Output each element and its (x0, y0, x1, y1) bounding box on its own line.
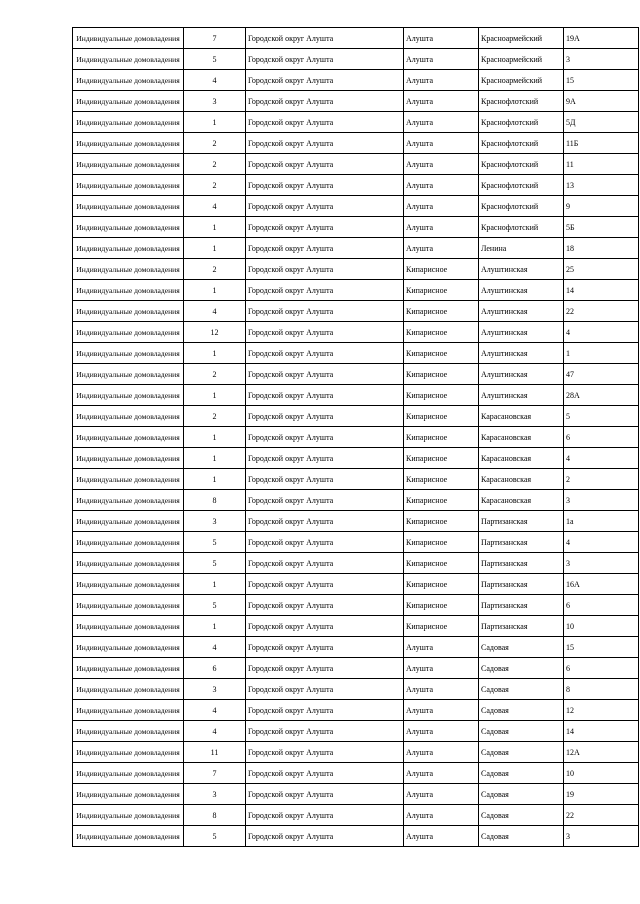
street-cell: Алуштинская (479, 301, 564, 322)
housing-type-cell: Индивидуальные домовладения (73, 490, 184, 511)
table-row (73, 805, 639, 826)
housing-type-cell: Индивидуальные домовладения (73, 742, 184, 763)
house-number-cell: 14 (564, 721, 639, 742)
count-cell: 1 (184, 448, 246, 469)
street-cell: Карасановская (479, 448, 564, 469)
house-number-cell: 4 (564, 322, 639, 343)
locality-cell: Алушта (404, 28, 479, 49)
district-cell: Городской округ Алушта (246, 784, 404, 805)
count-cell: 2 (184, 406, 246, 427)
count-cell: 2 (184, 175, 246, 196)
locality-cell: Алушта (404, 700, 479, 721)
housing-type-cell: Индивидуальные домовладения (73, 637, 184, 658)
house-number-cell: 14 (564, 280, 639, 301)
house-number-cell: 3 (564, 553, 639, 574)
street-cell: Алуштинская (479, 259, 564, 280)
count-cell: 4 (184, 721, 246, 742)
count-cell: 8 (184, 490, 246, 511)
housing-type-cell: Индивидуальные домовладения (73, 616, 184, 637)
district-cell: Городской округ Алушта (246, 196, 404, 217)
house-number-cell: 18 (564, 238, 639, 259)
house-number-cell: 12 (564, 700, 639, 721)
district-cell: Городской округ Алушта (246, 511, 404, 532)
house-number-cell: 4 (564, 532, 639, 553)
district-cell: Городской округ Алушта (246, 469, 404, 490)
housing-type-cell: Индивидуальные домовладения (73, 154, 184, 175)
housing-type-cell: Индивидуальные домовладения (73, 427, 184, 448)
count-cell: 7 (184, 763, 246, 784)
house-number-cell: 5Д (564, 112, 639, 133)
district-cell: Городской округ Алушта (246, 217, 404, 238)
housing-type-cell: Индивидуальные домовладения (73, 259, 184, 280)
table-row (73, 553, 639, 574)
housing-type-cell: Индивидуальные домовладения (73, 700, 184, 721)
count-cell: 1 (184, 427, 246, 448)
street-cell: Садовая (479, 742, 564, 763)
street-cell: Ленина (479, 238, 564, 259)
table-row (73, 469, 639, 490)
street-cell: Садовая (479, 679, 564, 700)
district-cell: Городской округ Алушта (246, 742, 404, 763)
street-cell: Красноармейский (479, 28, 564, 49)
count-cell: 5 (184, 553, 246, 574)
housing-type-cell: Индивидуальные домовладения (73, 238, 184, 259)
house-number-cell: 16А (564, 574, 639, 595)
table-row (73, 826, 639, 847)
street-cell: Садовая (479, 763, 564, 784)
locality-cell: Кипарисное (404, 385, 479, 406)
count-cell: 1 (184, 343, 246, 364)
table-row (73, 238, 639, 259)
district-cell: Городской округ Алушта (246, 322, 404, 343)
table-row (73, 721, 639, 742)
count-cell: 5 (184, 826, 246, 847)
district-cell: Городской округ Алушта (246, 826, 404, 847)
locality-cell: Алушта (404, 763, 479, 784)
housing-type-cell: Индивидуальные домовладения (73, 448, 184, 469)
locality-cell: Кипарисное (404, 259, 479, 280)
locality-cell: Кипарисное (404, 490, 479, 511)
house-number-cell: 11Б (564, 133, 639, 154)
house-number-cell: 22 (564, 805, 639, 826)
street-cell: Садовая (479, 805, 564, 826)
locality-cell: Кипарисное (404, 532, 479, 553)
table-row (73, 784, 639, 805)
housing-type-cell: Индивидуальные домовладения (73, 49, 184, 70)
locality-cell: Кипарисное (404, 469, 479, 490)
table-body (73, 28, 639, 847)
housing-type-cell: Индивидуальные домовладения (73, 406, 184, 427)
locality-cell: Кипарисное (404, 280, 479, 301)
table-row (73, 322, 639, 343)
district-cell: Городской округ Алушта (246, 574, 404, 595)
housing-type-cell: Индивидуальные домовладения (73, 469, 184, 490)
table-row (73, 196, 639, 217)
locality-cell: Алушта (404, 49, 479, 70)
table-row (73, 343, 639, 364)
district-cell: Городской округ Алушта (246, 427, 404, 448)
district-cell: Городской округ Алушта (246, 448, 404, 469)
street-cell: Краснофлотский (479, 91, 564, 112)
locality-cell: Алушта (404, 805, 479, 826)
table-row (73, 658, 639, 679)
count-cell: 4 (184, 301, 246, 322)
table-row (73, 28, 639, 49)
count-cell: 1 (184, 112, 246, 133)
housing-type-cell: Индивидуальные домовладения (73, 574, 184, 595)
street-cell: Садовая (479, 658, 564, 679)
locality-cell: Кипарисное (404, 511, 479, 532)
locality-cell: Алушта (404, 133, 479, 154)
house-number-cell: 9 (564, 196, 639, 217)
street-cell: Партизанская (479, 553, 564, 574)
count-cell: 7 (184, 28, 246, 49)
street-cell: Краснофлотский (479, 175, 564, 196)
district-cell: Городской округ Алушта (246, 658, 404, 679)
housing-type-cell: Индивидуальные домовладения (73, 805, 184, 826)
housing-type-cell: Индивидуальные домовладения (73, 133, 184, 154)
street-cell: Садовая (479, 721, 564, 742)
house-number-cell: 25 (564, 259, 639, 280)
count-cell: 1 (184, 469, 246, 490)
housing-type-cell: Индивидуальные домовладения (73, 175, 184, 196)
table-row (73, 91, 639, 112)
housing-type-cell: Индивидуальные домовладения (73, 721, 184, 742)
locality-cell: Кипарисное (404, 406, 479, 427)
street-cell: Партизанская (479, 595, 564, 616)
locality-cell: Алушта (404, 196, 479, 217)
housing-type-cell: Индивидуальные домовладения (73, 28, 184, 49)
street-cell: Садовая (479, 784, 564, 805)
count-cell: 2 (184, 364, 246, 385)
table-row (73, 364, 639, 385)
house-number-cell: 3 (564, 49, 639, 70)
housing-type-cell: Индивидуальные домовладения (73, 364, 184, 385)
count-cell: 12 (184, 322, 246, 343)
count-cell: 5 (184, 532, 246, 553)
locality-cell: Алушта (404, 112, 479, 133)
count-cell: 4 (184, 70, 246, 91)
locality-cell: Алушта (404, 175, 479, 196)
table-row (73, 532, 639, 553)
street-cell: Партизанская (479, 574, 564, 595)
count-cell: 8 (184, 805, 246, 826)
district-cell: Городской округ Алушта (246, 700, 404, 721)
district-cell: Городской округ Алушта (246, 301, 404, 322)
district-cell: Городской округ Алушта (246, 49, 404, 70)
table-row (73, 595, 639, 616)
locality-cell: Алушта (404, 91, 479, 112)
housing-type-cell: Индивидуальные домовладения (73, 553, 184, 574)
house-number-cell: 6 (564, 427, 639, 448)
district-cell: Городской округ Алушта (246, 805, 404, 826)
house-number-cell: 1 (564, 343, 639, 364)
housing-type-cell: Индивидуальные домовладения (73, 826, 184, 847)
locality-cell: Кипарисное (404, 595, 479, 616)
house-number-cell: 15 (564, 70, 639, 91)
house-number-cell: 13 (564, 175, 639, 196)
housing-type-cell: Индивидуальные домовладения (73, 70, 184, 91)
house-number-cell: 15 (564, 637, 639, 658)
district-cell: Городской округ Алушта (246, 385, 404, 406)
locality-cell: Алушта (404, 658, 479, 679)
housing-type-cell: Индивидуальные домовладения (73, 784, 184, 805)
street-cell: Алуштинская (479, 322, 564, 343)
district-cell: Городской округ Алушта (246, 637, 404, 658)
district-cell: Городской округ Алушта (246, 238, 404, 259)
house-number-cell: 11 (564, 154, 639, 175)
housing-type-cell: Индивидуальные домовладения (73, 112, 184, 133)
housing-type-cell: Индивидуальные домовладения (73, 301, 184, 322)
count-cell: 1 (184, 385, 246, 406)
housing-type-cell: Индивидуальные домовладения (73, 679, 184, 700)
district-cell: Городской округ Алушта (246, 175, 404, 196)
table-row (73, 70, 639, 91)
table-row (73, 763, 639, 784)
housing-type-cell: Индивидуальные домовладения (73, 322, 184, 343)
table-row (73, 301, 639, 322)
table-row (73, 133, 639, 154)
district-cell: Городской округ Алушта (246, 133, 404, 154)
district-cell: Городской округ Алушта (246, 112, 404, 133)
street-cell: Карасановская (479, 469, 564, 490)
house-number-cell: 22 (564, 301, 639, 322)
housing-type-cell: Индивидуальные домовладения (73, 595, 184, 616)
locality-cell: Алушта (404, 721, 479, 742)
housing-type-cell: Индивидуальные домовладения (73, 763, 184, 784)
count-cell: 1 (184, 280, 246, 301)
house-number-cell: 19 (564, 784, 639, 805)
housing-type-cell: Индивидуальные домовладения (73, 658, 184, 679)
count-cell: 3 (184, 784, 246, 805)
house-number-cell: 47 (564, 364, 639, 385)
house-number-cell: 28А (564, 385, 639, 406)
street-cell: Краснофлотский (479, 112, 564, 133)
house-number-cell: 4 (564, 448, 639, 469)
street-cell: Красноармейский (479, 70, 564, 91)
district-cell: Городской округ Алушта (246, 343, 404, 364)
table-row (73, 616, 639, 637)
district-cell: Городской округ Алушта (246, 616, 404, 637)
street-cell: Краснофлотский (479, 133, 564, 154)
table-row (73, 490, 639, 511)
street-cell: Партизанская (479, 511, 564, 532)
count-cell: 1 (184, 616, 246, 637)
street-cell: Краснофлотский (479, 196, 564, 217)
locality-cell: Кипарисное (404, 616, 479, 637)
district-cell: Городской округ Алушта (246, 28, 404, 49)
house-number-cell: 12А (564, 742, 639, 763)
house-number-cell: 5Б (564, 217, 639, 238)
house-number-cell: 19А (564, 28, 639, 49)
count-cell: 2 (184, 133, 246, 154)
district-cell: Городской округ Алушта (246, 595, 404, 616)
locality-cell: Кипарисное (404, 427, 479, 448)
house-number-cell: 10 (564, 616, 639, 637)
locality-cell: Кипарисное (404, 301, 479, 322)
housing-type-cell: Индивидуальные домовладения (73, 280, 184, 301)
house-number-cell: 6 (564, 658, 639, 679)
street-cell: Карасановская (479, 406, 564, 427)
housing-type-cell: Индивидуальные домовладения (73, 91, 184, 112)
table-row (73, 511, 639, 532)
street-cell: Алуштинская (479, 280, 564, 301)
locality-cell: Алушта (404, 784, 479, 805)
count-cell: 2 (184, 154, 246, 175)
street-cell: Карасановская (479, 427, 564, 448)
table-row (73, 175, 639, 196)
house-number-cell: 3 (564, 490, 639, 511)
street-cell: Садовая (479, 700, 564, 721)
housing-type-cell: Индивидуальные домовладения (73, 217, 184, 238)
count-cell: 4 (184, 700, 246, 721)
table-row (73, 574, 639, 595)
locality-cell: Алушта (404, 742, 479, 763)
locality-cell: Кипарисное (404, 574, 479, 595)
street-cell: Алуштинская (479, 385, 564, 406)
locality-cell: Кипарисное (404, 322, 479, 343)
count-cell: 3 (184, 511, 246, 532)
locality-cell: Алушта (404, 826, 479, 847)
count-cell: 4 (184, 196, 246, 217)
street-cell: Партизанская (479, 532, 564, 553)
district-cell: Городской округ Алушта (246, 679, 404, 700)
locality-cell: Алушта (404, 679, 479, 700)
table-row (73, 448, 639, 469)
housing-type-cell: Индивидуальные домовладения (73, 511, 184, 532)
table-row (73, 637, 639, 658)
district-cell: Городской округ Алушта (246, 280, 404, 301)
count-cell: 3 (184, 679, 246, 700)
street-cell: Краснофлотский (479, 217, 564, 238)
street-cell: Алуштинская (479, 343, 564, 364)
house-number-cell: 6 (564, 595, 639, 616)
locality-cell: Кипарисное (404, 364, 479, 385)
table-row (73, 280, 639, 301)
count-cell: 1 (184, 217, 246, 238)
locality-cell: Алушта (404, 637, 479, 658)
house-number-cell: 2 (564, 469, 639, 490)
district-cell: Городской округ Алушта (246, 763, 404, 784)
locality-cell: Кипарисное (404, 553, 479, 574)
count-cell: 1 (184, 574, 246, 595)
street-cell: Садовая (479, 637, 564, 658)
district-cell: Городской округ Алушта (246, 154, 404, 175)
locality-cell: Алушта (404, 154, 479, 175)
table-row (73, 742, 639, 763)
table-row (73, 154, 639, 175)
locality-cell: Кипарисное (404, 448, 479, 469)
district-cell: Городской округ Алушта (246, 406, 404, 427)
count-cell: 1 (184, 238, 246, 259)
locality-cell: Алушта (404, 238, 479, 259)
table-row (73, 49, 639, 70)
district-cell: Городской округ Алушта (246, 490, 404, 511)
count-cell: 4 (184, 637, 246, 658)
house-number-cell: 5 (564, 406, 639, 427)
count-cell: 6 (184, 658, 246, 679)
count-cell: 5 (184, 49, 246, 70)
table-row (73, 700, 639, 721)
house-number-cell: 9А (564, 91, 639, 112)
district-cell: Городской округ Алушта (246, 532, 404, 553)
district-cell: Городской округ Алушта (246, 91, 404, 112)
district-cell: Городской округ Алушта (246, 70, 404, 91)
locality-cell: Алушта (404, 217, 479, 238)
table-row (73, 112, 639, 133)
street-cell: Партизанская (479, 616, 564, 637)
district-cell: Городской округ Алушта (246, 721, 404, 742)
street-cell: Карасановская (479, 490, 564, 511)
housing-type-cell: Индивидуальные домовладения (73, 532, 184, 553)
count-cell: 3 (184, 91, 246, 112)
locality-cell: Кипарисное (404, 343, 479, 364)
housing-type-cell: Индивидуальные домовладения (73, 343, 184, 364)
house-number-cell: 1а (564, 511, 639, 532)
locality-cell: Алушта (404, 70, 479, 91)
table-row (73, 385, 639, 406)
street-cell: Алуштинская (479, 364, 564, 385)
table-row (73, 427, 639, 448)
street-cell: Краснофлотский (479, 154, 564, 175)
count-cell: 2 (184, 259, 246, 280)
housing-table (72, 27, 639, 847)
street-cell: Красноармейский (479, 49, 564, 70)
housing-type-cell: Индивидуальные домовладения (73, 385, 184, 406)
house-number-cell: 8 (564, 679, 639, 700)
count-cell: 11 (184, 742, 246, 763)
table-row (73, 679, 639, 700)
housing-type-cell: Индивидуальные домовладения (73, 196, 184, 217)
district-cell: Городской округ Алушта (246, 553, 404, 574)
table-row (73, 406, 639, 427)
house-number-cell: 3 (564, 826, 639, 847)
house-number-cell: 10 (564, 763, 639, 784)
table-row (73, 259, 639, 280)
district-cell: Городской округ Алушта (246, 364, 404, 385)
table-row (73, 217, 639, 238)
district-cell: Городской округ Алушта (246, 259, 404, 280)
street-cell: Садовая (479, 826, 564, 847)
count-cell: 5 (184, 595, 246, 616)
